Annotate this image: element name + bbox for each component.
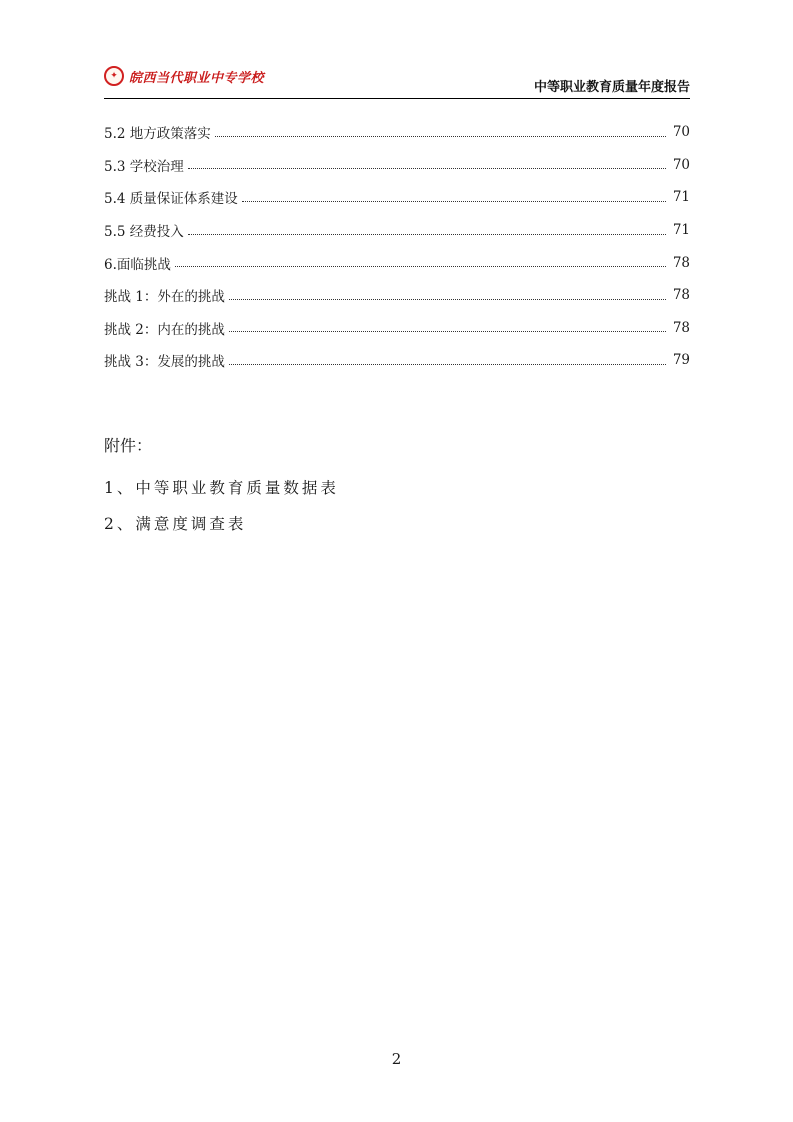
table-of-contents [104,116,690,377]
page-header [104,62,690,99]
toc-leader-dots [215,136,666,137]
toc-entry-label: 5.4 质量保证体系建设 [104,191,238,208]
toc-entry-label: 挑战 1：外在的挑战 [104,289,225,306]
toc-entry-label: 6.面临挑战 [104,256,171,273]
toc-entry-page: 79 [672,352,690,369]
toc-leader-dots [175,266,666,267]
toc-entry-page: 71 [672,222,690,239]
toc-entry[interactable] [104,214,690,247]
attachments-heading: 附件： [104,436,153,455]
toc-entry-page: 70 [672,124,690,141]
toc-entry-page: 78 [672,319,690,336]
toc-entry-label: 5.2 地方政策落实 [104,126,211,143]
report-title: 中等职业教育质量年度报告 [533,80,690,95]
toc-leader-dots [188,234,666,235]
toc-entry[interactable] [104,149,690,182]
attachments-list [104,469,339,541]
toc-entry[interactable] [104,312,690,345]
toc-entry-label: 5.5 经费投入 [104,224,184,241]
attachment-item: 1、中等职业教育质量数据表 [104,479,339,497]
toc-entry[interactable] [104,181,690,214]
school-name: 皖西当代职业中专学校 [129,70,265,86]
toc-entry-page: 70 [672,156,690,173]
toc-leader-dots [229,331,666,332]
toc-entry-label: 挑战 2：内在的挑战 [104,321,225,338]
toc-entry-page: 71 [672,189,690,206]
school-seal-icon: ✦ [104,66,124,86]
toc-entry[interactable] [104,344,690,377]
toc-entry[interactable] [104,116,690,149]
page-number: 2 [391,1050,402,1068]
school-logo [104,66,264,86]
toc-entry[interactable] [104,279,690,312]
toc-entry-page: 78 [672,287,690,304]
toc-entry-label: 挑战 3：发展的挑战 [104,354,225,371]
toc-entry[interactable] [104,246,690,279]
toc-entry-label: 5.3 学校治理 [104,158,184,175]
toc-leader-dots [188,168,666,169]
toc-entry-page: 78 [672,254,690,271]
toc-leader-dots [242,201,666,202]
attachment-item: 2、满意度调查表 [104,515,247,533]
toc-leader-dots [229,364,666,365]
toc-leader-dots [229,299,666,300]
